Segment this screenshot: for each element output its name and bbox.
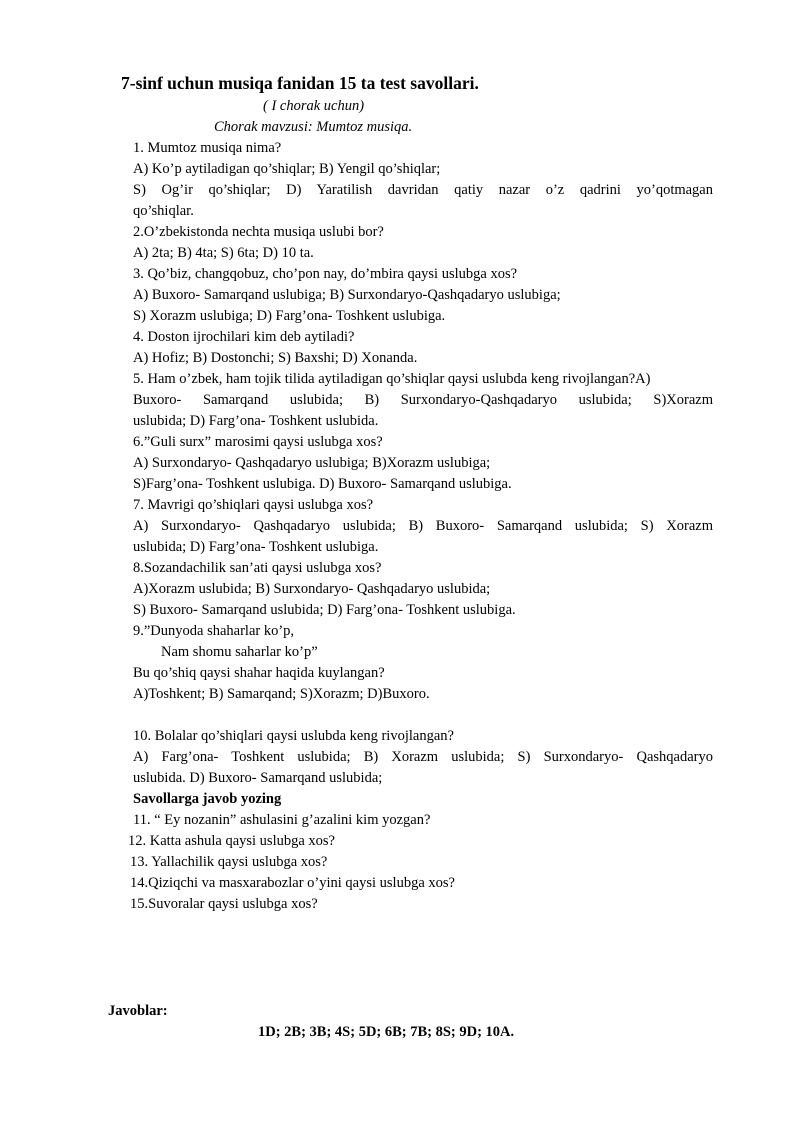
question-1: 1. Mumtoz musiqa nima? [133,140,282,156]
question-9-lyric-line: Nam shomu saharlar ko’p” [161,644,318,660]
question-9-prompt: Bu qo’shiq qaysi shahar haqida kuylangan? [133,665,385,681]
question-6-options-line-2: S)Farg’ona- Toshkent uslubiga. D) Buxoro- Samarqand uslubiga. [133,476,512,492]
question-4-options: A) Hofiz; B) Dostonchi; S) Baxshi; D) Xonanda. [133,350,418,366]
question-15: 15.Suvoralar qaysi uslubga xos? [130,896,318,912]
question-9-options: A)Toshkent; B) Samarqand; S)Xorazm; D)Buxoro. [133,686,430,702]
question-1-options-line-2: S) Og’ir qo’shiqlar; D) Yaratilish davridan qatiy nazar o’z qadrini yo’qotmagan [133,182,713,198]
question-7-options-line-1: A) Surxondaryo- Qashqadaryo uslubida; B) Buxoro- Samarqand uslubida; S) Xorazm [133,518,713,534]
question-10-options-line-2: uslubida. D) Buxoro- Samarqand uslubida; [133,770,383,786]
question-6-options-line-1: A) Surxondaryo- Qashqadaryo uslubiga; B)Xorazm uslubiga; [133,455,491,471]
question-6: 6.”Guli surx” marosimi qaysi uslubga xos? [133,434,383,450]
question-5-options-line-1: Buxoro- Samarqand uslubida; B) Surxondaryo-Qashqadaryo uslubida; S)Xorazm [133,392,713,408]
question-10: 10. Bolalar qo’shiqlari qaysi uslubda keng rivojlangan? [133,728,454,744]
question-3-options-line-1: A) Buxoro- Samarqand uslubiga; B) Surxondaryo-Qashqadaryo uslubiga; [133,287,561,303]
question-8-options-line-2: S) Buxoro- Samarqand uslubida; D) Farg’ona- Toshkent uslubiga. [133,602,516,618]
question-1-options-line-3: qo’shiqlar. [133,203,194,219]
question-1-options-line-1: A) Ko’p aytiladigan qo’shiqlar; B) Yengil qo’shiqlar; [133,161,441,177]
question-4: 4. Doston ijrochilari kim deb aytiladi? [133,329,355,345]
question-3: 3. Qo’biz, changqobuz, cho’pon nay, do’mbira qaysi uslubga xos? [133,266,518,282]
question-10-options-line-1: A) Farg’ona- Toshkent uslubida; B) Xorazm uslubida; S) Surxondaryo- Qashqadaryo [133,749,713,765]
question-5-options-line-2: uslubida; D) Farg’ona- Toshkent uslubida. [133,413,379,429]
question-14: 14.Qiziqchi va masxarabozlar o’yini qaysi uslubga xos? [130,875,455,891]
section-heading: Savollarga javob yozing [133,791,282,807]
question-8-options-line-1: A)Xorazm uslubida; B) Surxondaryo- Qashqadaryo uslubida; [133,581,491,597]
question-8: 8.Sozandachilik san’ati qaysi uslubga xos? [133,560,382,576]
question-3-options-line-2: S) Xorazm uslubiga; D) Farg’ona- Toshkent uslubiga. [133,308,446,324]
question-12: 12. Katta ashula qaysi uslubga xos? [128,833,335,849]
question-5: 5. Ham o’zbek, ham tojik tilida aytiladigan qo’shiqlar qaysi uslubda keng rivojlangan?A) [133,371,651,387]
answers-key: 1D; 2B; 3B; 4S; 5D; 6B; 7B; 8S; 9D; 10A. [258,1024,515,1040]
document-title: 7-sinf uchun musiqa fanidan 15 ta test savollari. [121,73,479,93]
question-2: 2.O’zbekistonda nechta musiqa uslubi bor? [133,224,384,240]
document-subtitle: ( I chorak uchun) [263,98,365,114]
question-13: 13. Yallachilik qaysi uslubga xos? [130,854,328,870]
question-9: 9.”Dunyoda shaharlar ko’p, [133,623,295,639]
answers-label: Javoblar: [108,1003,168,1019]
question-7-options-line-2: uslubida; D) Farg’ona- Toshkent uslubiga. [133,539,379,555]
question-2-options: A) 2ta; B) 4ta; S) 6ta; D) 10 ta. [133,245,314,261]
question-11: 11. “ Ey nozanin” ashulasini g’azalini kim yozgan? [133,812,431,828]
question-7: 7. Mavrigi qo’shiqlari qaysi uslubga xos? [133,497,374,513]
topic-line: Chorak mavzusi: Mumtoz musiqa. [214,119,413,135]
